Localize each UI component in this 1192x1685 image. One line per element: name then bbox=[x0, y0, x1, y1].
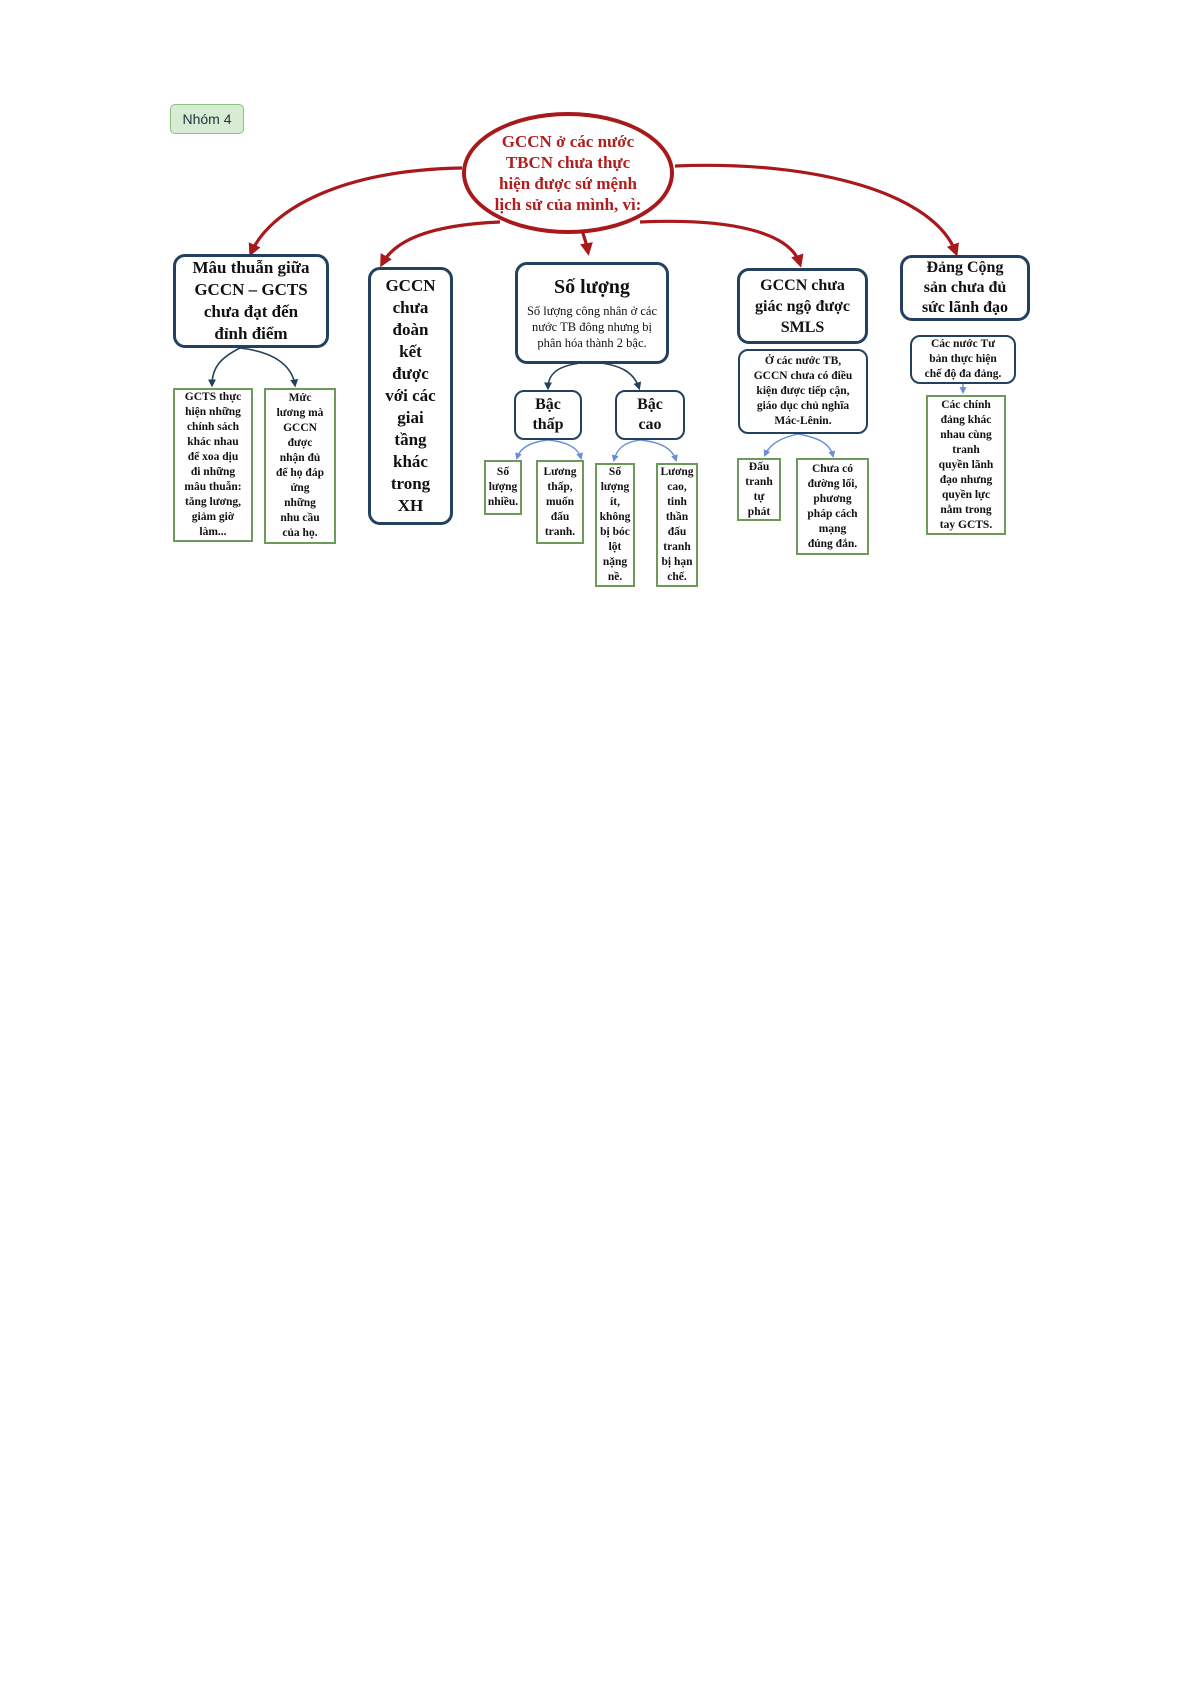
levels-arrows bbox=[548, 362, 639, 388]
leaf-gcts-policies: GCTS thực hiện những chính sách khác nhau để xoa dịu đi những mâu thuẫn: tăng lương, giảm giờ làm... bbox=[173, 388, 253, 542]
branch1-arrows bbox=[212, 348, 295, 385]
sub-multi-party: Các nước Tư bản thực hiện chế độ đa đảng. bbox=[910, 335, 1016, 384]
quantity-subtitle: Số lượng công nhân ở các nước TB đông nhưng bị phân hóa thành 2 bậc. bbox=[526, 303, 658, 350]
branch-quantity bbox=[515, 262, 669, 364]
level-high: Bậc cao bbox=[615, 390, 685, 440]
branch-not-united: GCCN chưa đoàn kết được với các giai tầng khác trong XH bbox=[368, 267, 453, 525]
branch-party-weak: Đảng Cộng sản chưa đủ sức lãnh đạo bbox=[900, 255, 1030, 321]
leaf-no-direction: Chưa có đường lối, phương pháp cách mạng đúng đắn. bbox=[796, 458, 869, 555]
leaf-high-wage: Lương cao, tinh thần đấu tranh bị hạn chế. bbox=[656, 463, 698, 587]
leaf-spontaneous: Đấu tranh tự phát bbox=[737, 458, 781, 521]
leaf-high-quantity: Số lượng ít, không bị bóc lột nặng nề. bbox=[595, 463, 635, 587]
branch-contradiction: Mâu thuẫn giữa GCCN – GCTS chưa đạt đến đỉnh điểm bbox=[173, 254, 329, 348]
leaf-wage-sufficient: Mức lương mà GCCN được nhận đủ để họ đáp ứng những nhu cầu của họ. bbox=[264, 388, 336, 544]
level-low: Bậc thấp bbox=[514, 390, 582, 440]
sub-no-access: Ở các nước TB, GCCN chưa có điều kiện được tiếp cận, giáo dục chủ nghĩa Mác-Lênin. bbox=[738, 349, 868, 434]
branch-not-enlightened: GCCN chưa giác ngộ được SMLS bbox=[737, 268, 868, 344]
root-node: GCCN ở các nước TBCN chưa thực hiện được sứ mệnh lịch sử của mình, vì: bbox=[462, 112, 674, 234]
leaf-low-wage: Lương thấp, muốn đấu tranh. bbox=[536, 460, 584, 544]
quantity-title: Số lượng bbox=[554, 275, 630, 298]
leaf-power-gcts: Các chính đảng khác nhau cùng tranh quyền lãnh đạo nhưng quyền lực nằm trong tay GCTS. bbox=[926, 395, 1006, 535]
group-tag: Nhóm 4 bbox=[170, 104, 244, 134]
leaf-low-quantity: Số lượng nhiều. bbox=[484, 460, 522, 515]
